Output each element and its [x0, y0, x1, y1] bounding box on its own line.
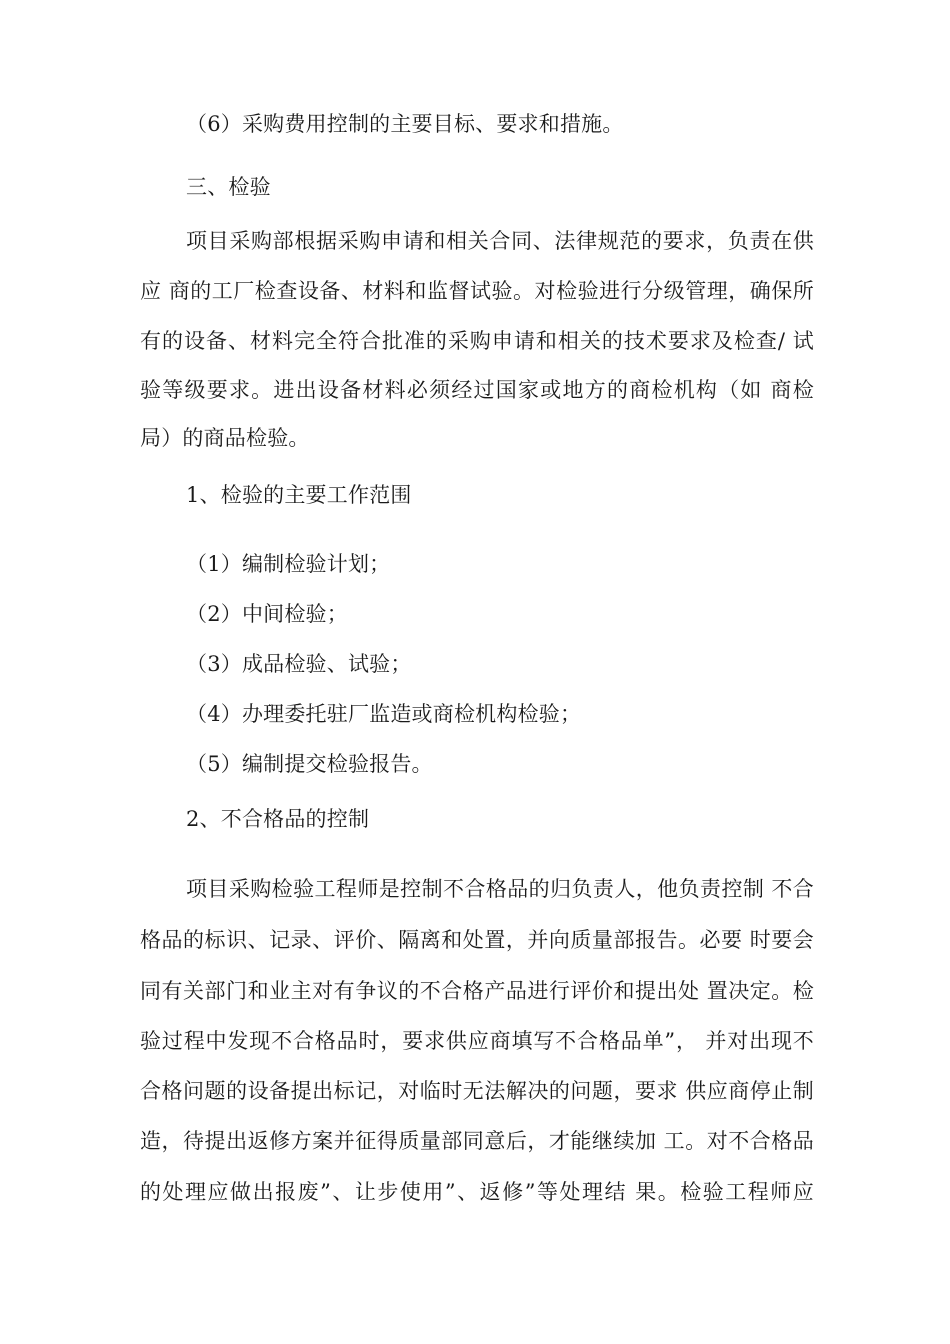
paragraph-2-line-3: 同有关部门和业主对有争议的不合格产品进行评价和提出处 置决定。检	[140, 979, 814, 1003]
paragraph-2-line-6: 造，待提出返修方案并征得质量部同意后，才能继续加 工。对不合格品	[140, 1129, 814, 1153]
paragraph-1-line-5: 局）的商品检验。	[140, 426, 310, 450]
list-item-6: （6）采购费用控制的主要目标、要求和措施。	[186, 112, 624, 136]
paragraph-2-line-1: 项目采购检验工程师是控制不合格品的归负责人，他负责控制 不合	[186, 877, 814, 901]
scope-item-5: （5）编制提交检验报告。	[186, 752, 433, 776]
scope-item-4: （4）办理委托驻厂监造或商检机构检验；	[186, 702, 582, 726]
paragraph-2-line-2: 格品的标识、记录、评价、隔离和处置，并向质量部报告。必要 时要会	[140, 928, 814, 952]
paragraph-1-line-3: 有的设备、材料完全符合批准的采购申请和相关的技术要求及检查/ 试	[140, 329, 814, 353]
paragraph-2-line-7: 的处理应做出报废”、让步使用”、返修”等处理结 果。检验工程师应	[140, 1180, 814, 1204]
scope-item-1: （1）编制检验计划；	[186, 552, 391, 576]
scope-item-3: （3）成品检验、试验；	[186, 652, 412, 676]
paragraph-2-line-5: 合格问题的设备提出标记，对临时无法解决的问题，要求 供应商停止制	[140, 1079, 814, 1103]
scope-item-2: （2）中间检验；	[186, 602, 348, 626]
paragraph-1-line-4: 验等级要求。进出设备材料必须经过国家或地方的商检机构（如 商检	[140, 378, 814, 402]
section-3-title: 三、检验	[186, 175, 271, 199]
paragraph-1-line-1: 项目采购部根据采购申请和相关合同、法律规范的要求，负责在供	[186, 229, 814, 253]
subsection-1-title: 1、检验的主要工作范围	[186, 483, 412, 507]
paragraph-2-line-4: 验过程中发现不合格品时，要求供应商填写不合格品单”， 并对出现不	[140, 1029, 814, 1053]
paragraph-1-line-2: 应 商的工厂检查设备、材料和监督试验。对检验进行分级管理，确保所	[140, 279, 814, 303]
subsection-2-title: 2、不合格品的控制	[186, 807, 370, 831]
